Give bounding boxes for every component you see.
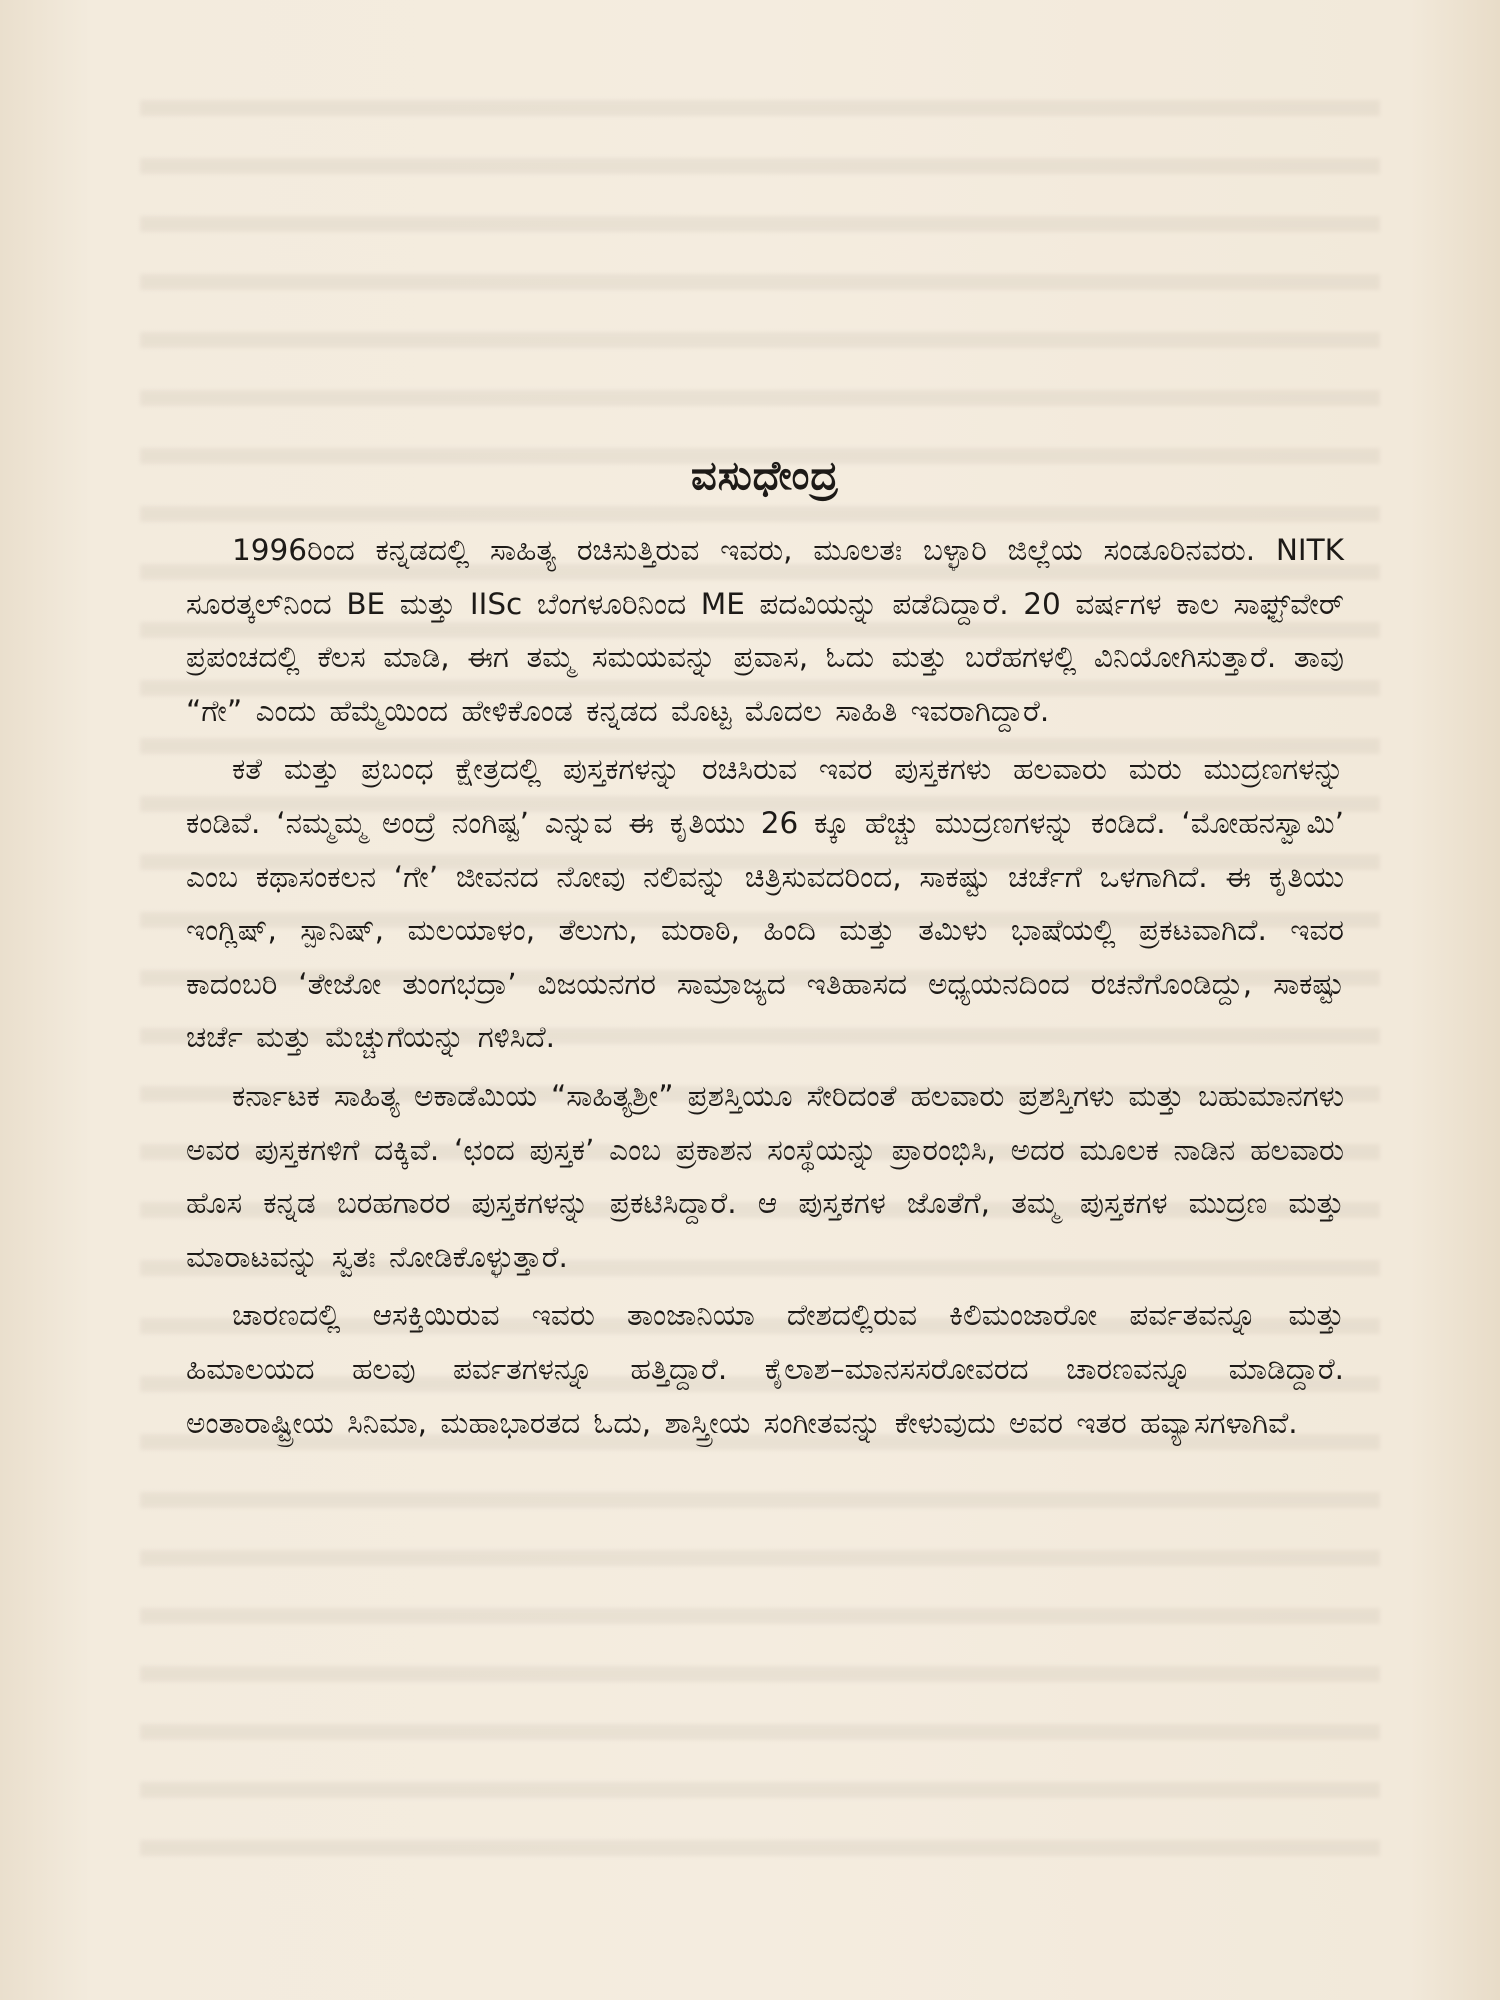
paragraph-3: ಕರ್ನಾಟಕ ಸಾಹಿತ್ಯ ಅಕಾಡೆಮಿಯ “ಸಾಹಿತ್ಯಶ್ರೀ” ಪ್ರಶಸ್ತಿಯೂ ಸೇರಿದಂತೆ ಹಲವಾರು ಪ್ರಶಸ್ತಿಗಳು ಮತ್ತು ಬಹುಮಾನಗಳು ಅವರ ಪುಸ್ತಕಗಳಿಗೆ ದಕ್ಕಿವೆ. ‘ಛಂದ ಪುಸ್ತಕ’ ಎಂಬ ಪ್ರಕಾಶನ ಸಂಸ್ಥೆಯನ್ನು ಪ್ರಾರಂಭಿಸಿ, ಅದರ ಮೂಲಕ ನಾಡಿನ ಹಲವಾರು ಹೊಸ ಕನ್ನಡ ಬರಹಗಾರರ ಪುಸ್ತಕಗಳನ್ನು ಪ್ರಕಟಿಸಿದ್ದಾರೆ. ಆ ಪುಸ್ತಕಗಳ ಜೊತೆಗೆ, ತಮ್ಮ ಪುಸ್ತಕಗಳ ಮುದ್ರಣ ಮತ್ತು ಮಾರಾಟವನ್ನು ಸ್ವತಃ ನೋಡಿಕೊಳ್ಳುತ್ತಾರೆ.: [186, 1078, 1344, 1274]
page-content: [186, 448, 1344, 1455]
paragraph-1: 1996ರಿಂದ ಕನ್ನಡದಲ್ಲಿ ಸಾಹಿತ್ಯ ರಚಿಸುತ್ತಿರುವ ಇವರು, ಮೂಲತಃ ಬಳ್ಳಾರಿ ಜಿಲ್ಲೆಯ ಸಂಡೂರಿನವರು. NITK ಸೂರತ್ಕಲ್‌ನಿಂದ BE ಮತ್ತು IISc ಬೆಂಗಳೂರಿನಿಂದ ME ಪದವಿಯನ್ನು ಪಡೆದಿದ್ದಾರೆ. 20 ವರ್ಷಗಳ ಕಾಲ ಸಾಫ್ಟ್‌ವೇರ್ ಪ್ರಪಂಚದಲ್ಲಿ ಕೆಲಸ ಮಾಡಿ, ಈಗ ತಮ್ಮ ಸಮಯವನ್ನು ಪ್ರವಾಸ, ಓದು ಮತ್ತು ಬರೆಹಗಳಲ್ಲಿ ವಿನಿಯೋಗಿಸುತ್ತಾರೆ. ತಾವು “ಗೇ” ಎಂದು ಹೆಮ್ಮೆಯಿಂದ ಹೇಳಿಕೊಂಡ ಕನ್ನಡದ ಮೊಟ್ಟ ಮೊದಲ ಸಾಹಿತಿ ಇವರಾಗಿದ್ದಾರೆ.: [186, 533, 1344, 728]
paragraph-4: ಚಾರಣದಲ್ಲಿ ಆಸಕ್ತಿಯಿರುವ ಇವರು ತಾಂಜಾನಿಯಾ ದೇಶದಲ್ಲಿರುವ ಕಿಲಿಮಂಜಾರೋ ಪರ್ವತವನ್ನೂ ಮತ್ತು ಹಿಮಾಲಯದ ಹಲವು ಪರ್ವತಗಳನ್ನೂ ಹತ್ತಿದ್ದಾರೆ. ಕೈಲಾಶ–ಮಾನಸಸರೋವರದ ಚಾರಣವನ್ನೂ ಮಾಡಿದ್ದಾರೆ. ಅಂತಾರಾಷ್ಟ್ರೀಯ ಸಿನಿಮಾ, ಮಹಾಭಾರತದ ಓದು, ಶಾಸ್ತ್ರೀಯ ಸಂಗೀತವನ್ನು ಕೇಳುವುದು ಅವರ ಇತರ ಹವ್ಯಾಸಗಳಾಗಿವೆ.: [186, 1298, 1344, 1440]
paragraph-2: ಕತೆ ಮತ್ತು ಪ್ರಬಂಧ ಕ್ಷೇತ್ರದಲ್ಲಿ ಪುಸ್ತಕಗಳನ್ನು ರಚಿಸಿರುವ ಇವರ ಪುಸ್ತಕಗಳು ಹಲವಾರು ಮರು ಮುದ್ರಣಗಳನ್ನು ಕಂಡಿವೆ. ‘ನಮ್ಮಮ್ಮ ಅಂದ್ರೆ ನಂಗಿಷ್ಟ’ ಎನ್ನುವ ಈ ಕೃತಿಯು 26 ಕ್ಕೂ ಹೆಚ್ಚು ಮುದ್ರಣಗಳನ್ನು ಕಂಡಿದೆ. ‘ಮೋಹನಸ್ವಾಮಿ’ ಎಂಬ ಕಥಾಸಂಕಲನ ‘ಗೇ’ ಜೀವನದ ನೋವು ನಲಿವನ್ನು ಚಿತ್ರಿಸುವದರಿಂದ, ಸಾಕಷ್ಟು ಚರ್ಚೆಗೆ ಒಳಗಾಗಿದೆ. ಈ ಕೃತಿಯು ಇಂಗ್ಲಿಷ್, ಸ್ಪಾನಿಷ್, ಮಲಯಾಳಂ, ತೆಲುಗು, ಮರಾಠಿ, ಹಿಂದಿ ಮತ್ತು ತಮಿಳು ಭಾಷೆಯಲ್ಲಿ ಪ್ರಕಟವಾಗಿದೆ. ಇವರ ಕಾದಂಬರಿ ‘ತೇಜೋ ತುಂಗಭದ್ರಾ’ ವಿಜಯನಗರ ಸಾಮ್ರಾಜ್ಯದ ಇತಿಹಾಸದ ಅಧ್ಯಯನದಿಂದ ರಚನೆಗೊಂಡಿದ್ದು, ಸಾಕಷ್ಟು ಚರ್ಚೆ ಮತ್ತು ಮೆಚ್ಚುಗೆಯನ್ನು ಗಳಿಸಿದೆ.: [186, 752, 1344, 1055]
page-title: ವಸುಧೇಂದ್ರ: [691, 453, 839, 499]
